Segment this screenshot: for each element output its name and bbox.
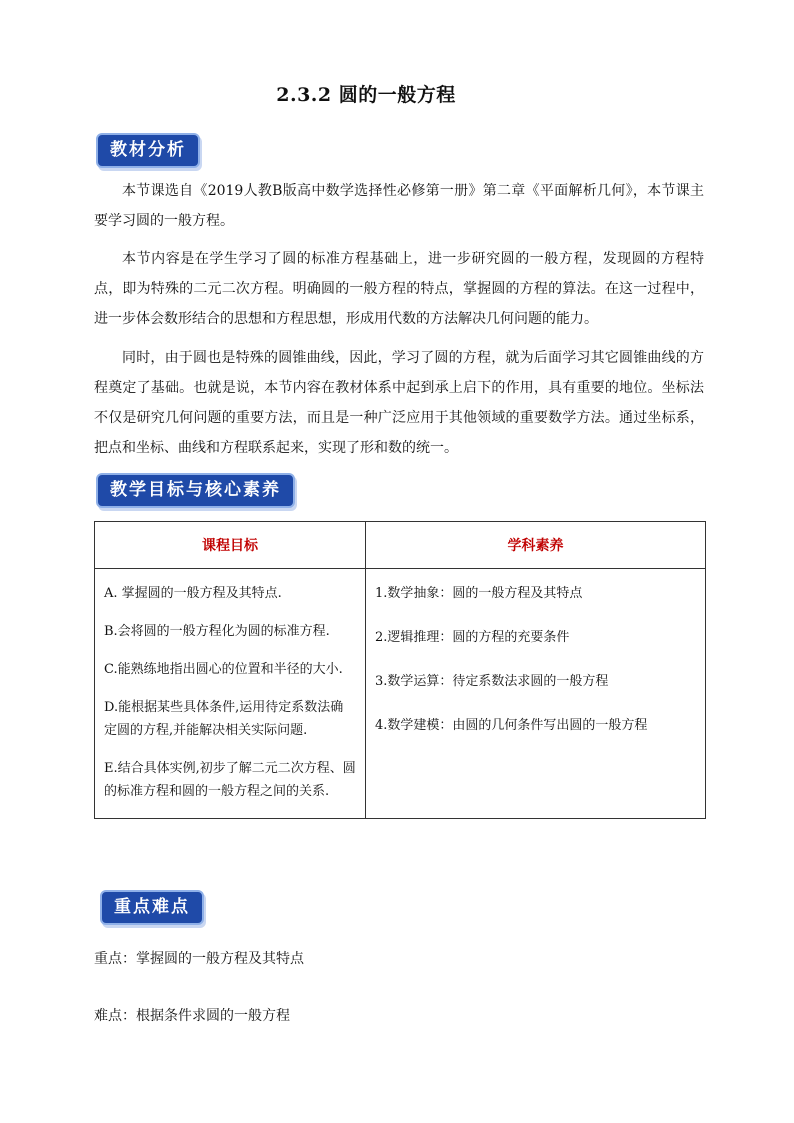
- goals-table: [94, 521, 706, 819]
- table-header-literacy: 学科素养: [366, 522, 706, 569]
- table-header-goals: 课程目标: [95, 522, 366, 569]
- goal-item-e: E.结合具体实例,初步了解二元二次方程、圆的标准方程和圆的一般方程之间的关系.: [104, 761, 356, 799]
- goal-item-d: D.能根据某些具体条件,运用待定系数法确定圆的方程,并能解决相关实际问题.: [104, 700, 344, 738]
- section-badge-analysis: 教材分析: [96, 133, 200, 168]
- literacy-item-2: 2.逻辑推理：圆的方程的充要条件: [375, 630, 570, 645]
- goals-cell: [95, 569, 366, 819]
- analysis-paragraph-3: 同时，由于圆也是特殊的圆锥曲线，因此，学习了圆的方程，就为后面学习其它圆锥曲线的方程奠定了基础。也就是说，本节内容在教材体系中起到承上启下的作用，具有重要的地位。坐标法不仅是研究几何问题的重要方法，而且是一种广泛应用于其他领域的重要数学方法。通过坐标系，把点和坐标、曲线和方程联系起来，实现了形和数的统一。: [94, 350, 704, 456]
- section-badge-goals: 教学目标与核心素养: [96, 473, 295, 508]
- analysis-paragraph-2: 本节内容是在学生学习了圆的标准方程基础上，进一步研究圆的一般方程，发现圆的方程特点，即为特殊的二元二次方程。明确圆的一般方程的特点，掌握圆的方程的算法。在这一过程中，进一步体会数形结合的思想和方程思想，形成用代数的方法解决几何问题的能力。: [94, 251, 704, 327]
- literacy-cell: [366, 569, 706, 819]
- key-point-text: 重点：掌握圆的一般方程及其特点: [94, 951, 304, 967]
- difficulty-text: 难点：根据条件求圆的一般方程: [94, 1008, 290, 1024]
- analysis-paragraph-1: 本节课选自《2019人教B版高中数学选择性必修第一册》第二章《平面解析几何》，本节课主要学习圆的一般方程。: [94, 183, 704, 229]
- page-title: [0, 80, 794, 107]
- section-badge-keypoints: 重点难点: [100, 890, 204, 925]
- literacy-item-3: 3.数学运算：待定系数法求圆的一般方程: [375, 674, 609, 689]
- table-header-row: [95, 522, 706, 569]
- literacy-item-4: 4.数学建模：由圆的几何条件写出圆的一般方程: [375, 718, 648, 733]
- literacy-item-1: 1.数学抽象：圆的一般方程及其特点: [375, 586, 583, 601]
- goal-item-b: B.会将圆的一般方程化为圆的标准方程.: [104, 624, 330, 639]
- goal-item-a: A. 掌握圆的一般方程及其特点.: [104, 586, 282, 601]
- goal-item-c: C.能熟练地指出圆心的位置和半径的大小.: [104, 662, 343, 677]
- table-row: [95, 569, 706, 819]
- page-title-text: 2.3.2 圆的一般方程: [276, 84, 456, 106]
